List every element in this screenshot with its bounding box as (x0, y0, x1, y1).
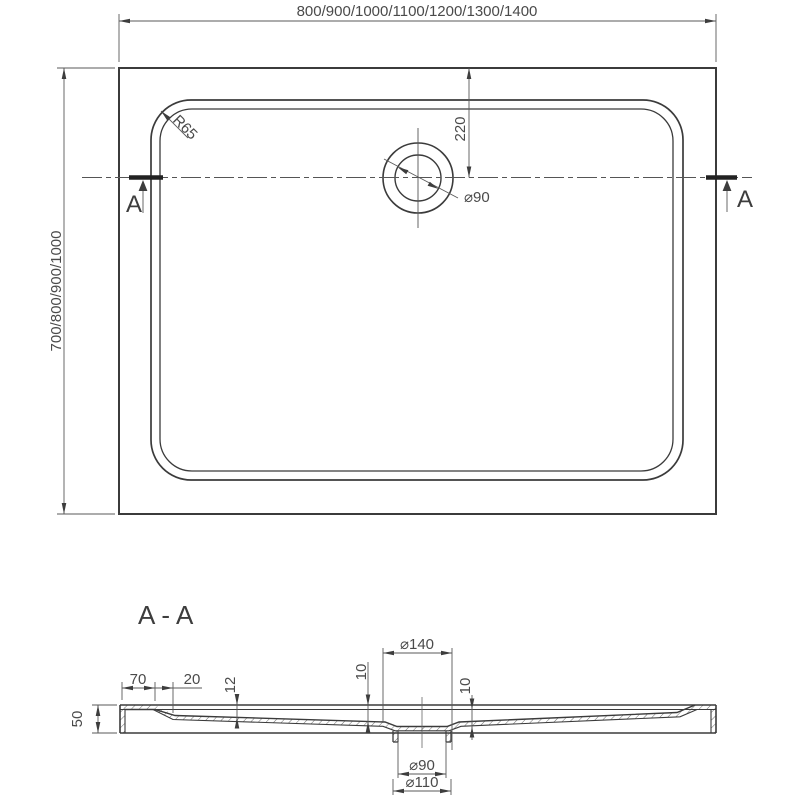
width-dimension (119, 3, 716, 62)
arrowhead (470, 727, 475, 738)
rim-step-label: 20 (183, 671, 201, 688)
section-letter-left: A (125, 191, 143, 218)
depth-10-left-label: 10 (353, 663, 370, 681)
arrowhead (705, 19, 716, 24)
corner-radius-dimension (161, 111, 201, 143)
arrowhead (96, 722, 101, 733)
section-letter-right: A (736, 186, 754, 213)
basin-surface-line (125, 705, 695, 727)
arrowhead (470, 699, 475, 710)
height-50-dimension (69, 705, 117, 733)
flange-diameter-label: ⌀140 (399, 636, 435, 653)
height-50-label: 50 (69, 710, 86, 728)
arrowhead (467, 167, 472, 178)
section-cut-line (82, 178, 753, 219)
arrowhead (235, 694, 240, 705)
section-view (69, 600, 716, 795)
arrowhead (383, 651, 394, 656)
arrowhead (62, 68, 67, 79)
view-direction-arrow-right (723, 180, 732, 191)
rim-width-label: 70 (129, 671, 147, 688)
section-material (120, 705, 716, 742)
section-profile (120, 697, 716, 748)
arrowhead (366, 695, 371, 706)
depth-10-right-dimension (457, 678, 474, 740)
arrowhead (393, 789, 404, 794)
basin-outer-outline (151, 100, 683, 480)
depth-10-right-label: 10 (457, 677, 474, 695)
drain-pipe-diameter-label: ⌀110 (405, 774, 439, 791)
drain-hole-diameter-label: ⌀90 (409, 757, 435, 774)
arrowhead (62, 503, 67, 514)
drain-offset-dimension (452, 68, 471, 178)
view-direction-arrow-left (139, 180, 148, 191)
depth-12-label: 12 (222, 676, 239, 694)
arrowhead (440, 789, 451, 794)
basin-inner-outline (160, 109, 673, 471)
arrowhead (441, 651, 452, 656)
tray-outer-edge (119, 68, 716, 514)
depth-dimension (48, 68, 115, 514)
arrowhead (467, 68, 472, 79)
drain-offset-label: 220 (452, 116, 469, 142)
arrowhead (96, 705, 101, 716)
top-view (48, 3, 753, 514)
arrowhead (119, 19, 130, 24)
drain-diameter-label: ⌀90 (464, 189, 490, 206)
drain-top (383, 128, 453, 228)
drain-pipe-diameter-dimension (393, 774, 451, 795)
arrowhead (428, 182, 439, 189)
arrowhead (162, 686, 173, 691)
depth-dimension-label: 700/800/900/1000 (48, 230, 65, 352)
width-dimension-label: 800/900/1000/1100/1200/1300/1400 (296, 3, 538, 20)
corner-radius-label: R65 (169, 111, 201, 144)
arrowhead (398, 167, 409, 174)
section-title: A-A (138, 600, 200, 630)
